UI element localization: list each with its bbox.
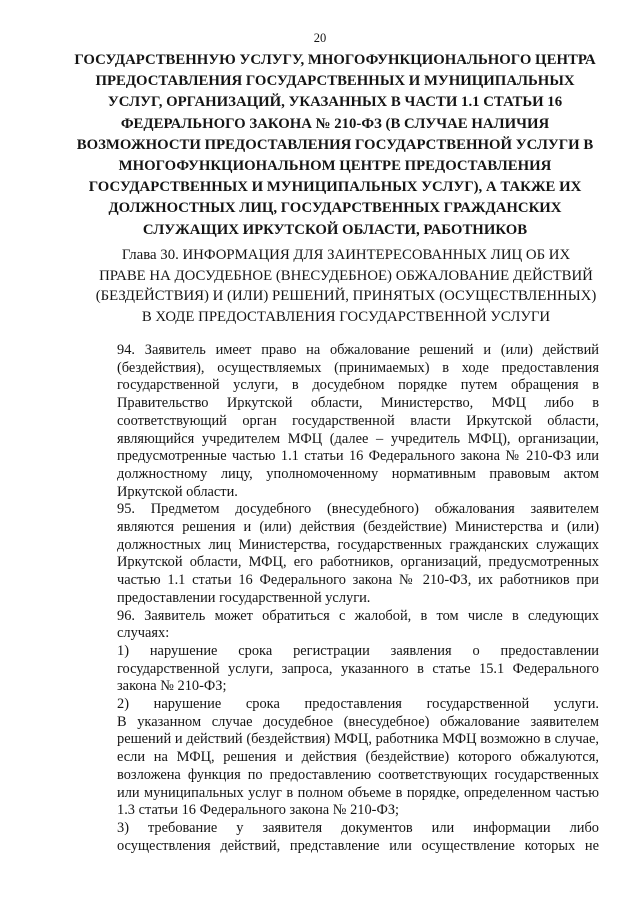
heading-line: ФЕДЕРАЛЬНОГО ЗАКОНА № 210-ФЗ (В СЛУЧАЕ НАЛИЧИЯ: [120, 115, 550, 132]
text-line: государственной услуги, запроса, указанного в статье 15.1 Федерального: [117, 660, 599, 677]
text-line: 94. Заявитель имеет право на обжалование решений и (или) действий: [117, 342, 599, 358]
section-heading: [70, 50, 600, 241]
heading-line: ДОЛЖНОСТНЫХ ЛИЦ, ГОСУДАРСТВЕННЫХ ГРАЖДАНСКИХ: [108, 200, 562, 217]
text-line: 1) нарушение срока регистрации заявления о предоставлении: [117, 642, 599, 659]
text-line: В указанном случае досудебное (внесудебное) обжалование заявителем: [117, 713, 599, 730]
text-line: решений и действий (бездействия) МФЦ, работника МФЦ возможно в случае,: [117, 731, 599, 748]
list-item-3: [117, 820, 599, 855]
text-line: должностному лицу, уполномоченному нормативным правовым актом: [117, 465, 599, 482]
text-line: или муниципальных услуг в полном объеме в порядке, определенном частью: [117, 784, 599, 801]
text-line: 1.3 статьи 16 Федерального закона № 210-ФЗ;: [117, 802, 400, 819]
chapter-title: [90, 245, 602, 327]
page-number: 20: [313, 31, 327, 45]
chapter-title-line: В ХОДЕ ПРЕДОСТАВЛЕНИЯ ГОСУДАРСТВЕННОЙ УСЛУГИ: [141, 308, 551, 325]
list-item-1: [117, 643, 599, 696]
text-line: если на МФЦ, решения и действия (бездействие) которого обжалуются,: [117, 749, 599, 766]
text-line: Иркутской области, МФЦ, его работников, организаций, предусмотренных: [117, 554, 599, 571]
text-line: Правительство Иркутской области, Министерство, МФЦ либо в: [117, 395, 599, 412]
chapter-title-line: Глава 30. ИНФОРМАЦИЯ ДЛЯ ЗАИНТЕРЕСОВАННЫХ ЛИЦ ОБ ИХ: [121, 247, 571, 263]
list-item-2: [117, 696, 599, 820]
text-line: закона № 210-ФЗ;: [117, 678, 227, 695]
heading-line: СЛУЖАЩИХ ИРКУТСКОЙ ОБЛАСТИ, РАБОТНИКОВ: [142, 221, 528, 238]
heading-line: ГОСУДАРСТВЕННЫХ И МУНИЦИПАЛЬНЫХ УСЛУГ), А ТАКЖЕ ИХ: [88, 179, 582, 196]
paragraph-95: [117, 501, 599, 607]
text-line: 95. Предметом досудебного (внесудебного) обжалования заявителем: [117, 501, 599, 518]
heading-line: ГОСУДАРСТВЕННУЮ УСЛУГУ, МНОГОФУНКЦИОНАЛЬНОГО ЦЕНТРА: [74, 52, 596, 68]
paragraph-96: [117, 608, 599, 643]
paragraph-94: [117, 342, 599, 501]
text-line: соответствующий орган государственной власти Иркутской области,: [117, 412, 599, 429]
chapter-title-line: ПРАВЕ НА ДОСУДЕБНОЕ (ВНЕСУДЕБНОЕ) ОБЖАЛОВАНИЕ ДЕЙСТВИЙ: [99, 267, 593, 284]
text-line: случаях:: [117, 625, 170, 642]
text-line: (бездействия), осуществляемых (принимаемых) в ходе предоставления: [117, 359, 599, 376]
text-line: предусмотренные частью 1.1 статьи 16 Федерального закона № 210-ФЗ или: [117, 448, 599, 465]
chapter-title-line: (БЕЗДЕЙСТВИЯ) И (ИЛИ) РЕШЕНИЙ, ПРИНЯТЫХ (ОСУЩЕСТВЛЕННЫХ): [95, 288, 597, 304]
heading-line: ПРЕДОСТАВЛЕНИЯ ГОСУДАРСТВЕННЫХ И МУНИЦИПАЛЬНЫХ: [95, 73, 575, 90]
text-line: 96. Заявитель может обратиться с жалобой, в том числе в следующих: [117, 607, 599, 624]
body-text: [117, 342, 599, 855]
text-line: являющийся учредителем МФЦ (далее – учредитель МФЦ), организации,: [117, 430, 599, 447]
heading-line: ВОЗМОЖНОСТИ ПРЕДОСТАВЛЕНИЯ ГОСУДАРСТВЕННОЙ УСЛУГИ В: [76, 136, 594, 153]
text-line: предоставлении государственной услуги.: [117, 589, 371, 606]
text-line: 3) требование у заявителя документов или информации либо: [117, 819, 599, 836]
text-line: возложена функция по предоставлению соответствующих государственных: [117, 766, 599, 783]
text-line: государственной услуги, в досудебном порядке путем обращения в: [117, 377, 599, 394]
text-line: осуществления действий, представление или осуществление которых не: [117, 837, 599, 854]
heading-line: УСЛУГ, ОРГАНИЗАЦИЙ, УКАЗАННЫХ В ЧАСТИ 1.1 СТАТЬИ 16: [107, 94, 563, 111]
text-line: 2) нарушение срока предоставления государственной услуги.: [117, 696, 599, 713]
text-line: должностных лиц Министерства, государственных гражданских служащих: [117, 536, 599, 553]
text-line: Иркутской области.: [117, 483, 238, 500]
text-line: являются решения и (или) действия (бездействие) Министерства и (или): [117, 519, 599, 536]
heading-line: МНОГОФУНКЦИОНАЛЬНОМ ЦЕНТРЕ ПРЕДОСТАВЛЕНИЯ: [118, 158, 552, 175]
text-line: частью 1.1 статьи 16 Федерального закона № 210-ФЗ, их работников при: [117, 572, 599, 589]
